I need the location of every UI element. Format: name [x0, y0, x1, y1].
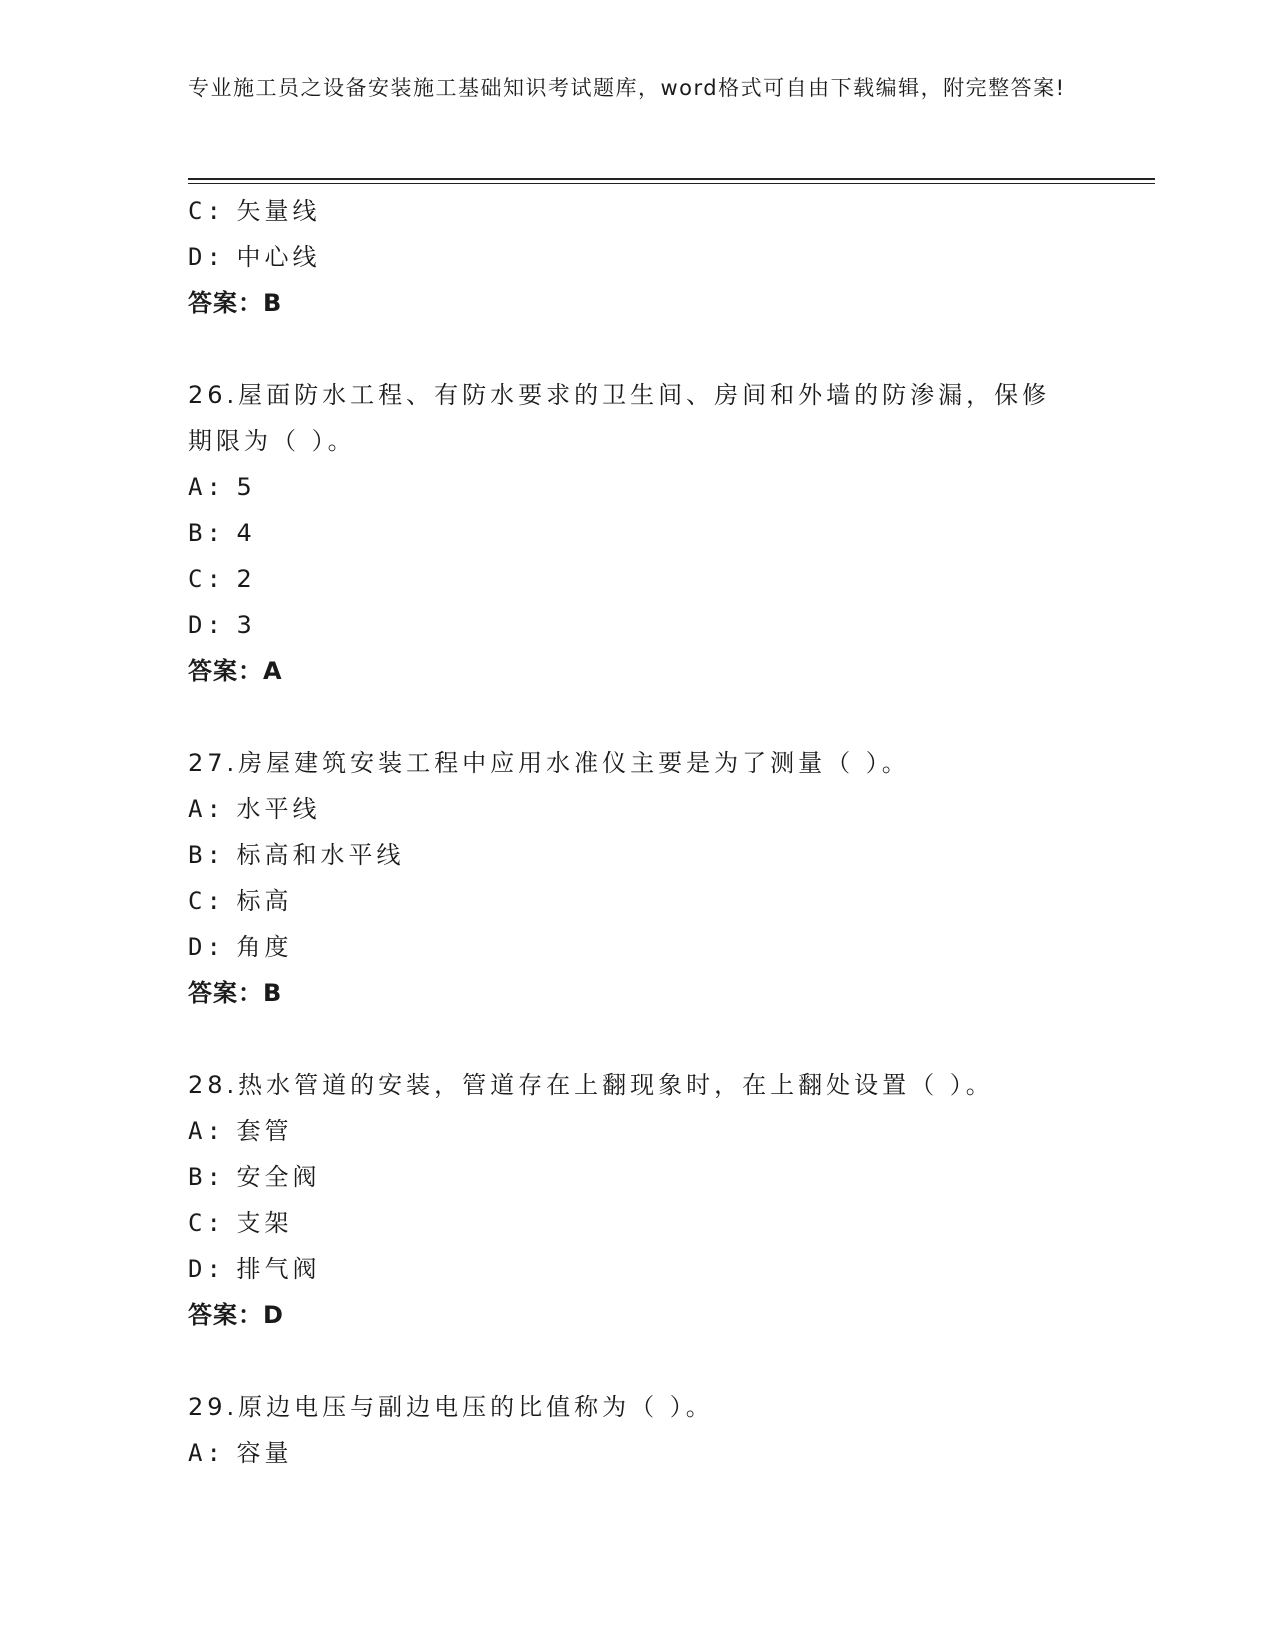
option-row — [188, 1200, 1068, 1246]
question-stem: 27.房屋建筑安装工程中应用水准仪主要是为了测量（ ）。 — [188, 749, 910, 777]
option-separator: : — [206, 795, 225, 823]
option-text: 4 — [236, 519, 256, 547]
option-row — [188, 556, 1068, 602]
option-separator: : — [206, 1255, 225, 1283]
option-separator: : — [206, 243, 225, 271]
option-letter: D — [188, 243, 207, 271]
option-letter: D — [188, 1255, 207, 1283]
continued-question — [188, 188, 1068, 326]
document-header — [188, 72, 1068, 105]
question-28 — [188, 1062, 1068, 1338]
answer-value: D — [263, 1301, 283, 1329]
option-separator: : — [206, 565, 225, 593]
option-separator: : — [206, 1163, 225, 1191]
header-rule-thick — [188, 178, 1155, 180]
option-separator: : — [206, 933, 225, 961]
answer-value: A — [263, 657, 282, 685]
option-text: 容量 — [236, 1439, 293, 1467]
answer-label: 答案： — [188, 1301, 263, 1329]
option-letter: A — [188, 1439, 207, 1467]
option-row — [188, 602, 1068, 648]
option-letter: A — [188, 473, 207, 501]
question-stem: 28.热水管道的安装，管道存在上翻现象时，在上翻处设置（ ）。 — [188, 1071, 994, 1099]
option-letter: A — [188, 1117, 207, 1145]
header-rule-thin — [188, 183, 1155, 184]
option-row — [188, 924, 1068, 970]
option-text: 标高 — [236, 887, 293, 915]
option-letter: B — [188, 841, 207, 869]
answer-row — [188, 1292, 1068, 1338]
option-text: 5 — [236, 473, 256, 501]
option-separator: : — [206, 887, 225, 915]
answer-label: 答案： — [188, 979, 263, 1007]
option-text: 3 — [236, 611, 256, 639]
answer-label: 答案： — [188, 657, 263, 685]
option-row — [188, 188, 1068, 234]
option-letter: B — [188, 1163, 207, 1191]
option-letter: D — [188, 611, 207, 639]
option-letter: B — [188, 519, 207, 547]
option-letter: C — [188, 887, 207, 915]
question-stem: 26.屋面防水工程、有防水要求的卫生间、房间和外墙的防渗漏，保修期限为（ ）。 — [188, 381, 1051, 455]
option-row — [188, 878, 1068, 924]
option-separator: : — [206, 1209, 225, 1237]
option-row — [188, 832, 1068, 878]
option-separator: : — [206, 519, 225, 547]
option-separator: : — [206, 197, 225, 225]
option-separator: : — [206, 1117, 225, 1145]
option-row — [188, 1108, 1068, 1154]
option-text: 角度 — [236, 933, 293, 961]
question-26 — [188, 372, 1068, 694]
option-text: 2 — [236, 565, 256, 593]
option-letter: C — [188, 1209, 207, 1237]
option-row — [188, 1430, 1068, 1476]
answer-row — [188, 280, 1068, 326]
option-text: 支架 — [236, 1209, 293, 1237]
header-text: 专业施工员之设备安装施工基础知识考试题库，word格式可自由下载编辑，附完整答案! — [188, 76, 1066, 100]
answer-value: B — [263, 289, 282, 317]
option-text: 中心线 — [236, 243, 321, 271]
answer-value: B — [263, 979, 282, 1007]
option-text: 安全阀 — [236, 1163, 321, 1191]
option-letter: D — [188, 933, 207, 961]
option-row — [188, 1246, 1068, 1292]
option-separator: : — [206, 1439, 225, 1467]
option-row — [188, 510, 1068, 556]
question-list — [188, 188, 1068, 1476]
question-stem: 29.原边电压与副边电压的比值称为（ ）。 — [188, 1393, 714, 1421]
option-separator: : — [206, 611, 225, 639]
question-27 — [188, 740, 1068, 1016]
option-row — [188, 464, 1068, 510]
option-text: 标高和水平线 — [236, 841, 405, 869]
option-row — [188, 234, 1068, 280]
option-letter: C — [188, 565, 207, 593]
answer-row — [188, 970, 1068, 1016]
option-text: 水平线 — [236, 795, 321, 823]
option-text: 排气阀 — [236, 1255, 321, 1283]
answer-row — [188, 648, 1068, 694]
option-row — [188, 1154, 1068, 1200]
option-separator: : — [206, 473, 225, 501]
option-separator: : — [206, 841, 225, 869]
option-text: 套管 — [236, 1117, 293, 1145]
option-text: 矢量线 — [236, 197, 321, 225]
option-letter: A — [188, 795, 207, 823]
question-29 — [188, 1384, 1068, 1476]
answer-label: 答案： — [188, 289, 263, 317]
option-letter: C — [188, 197, 207, 225]
option-row — [188, 786, 1068, 832]
